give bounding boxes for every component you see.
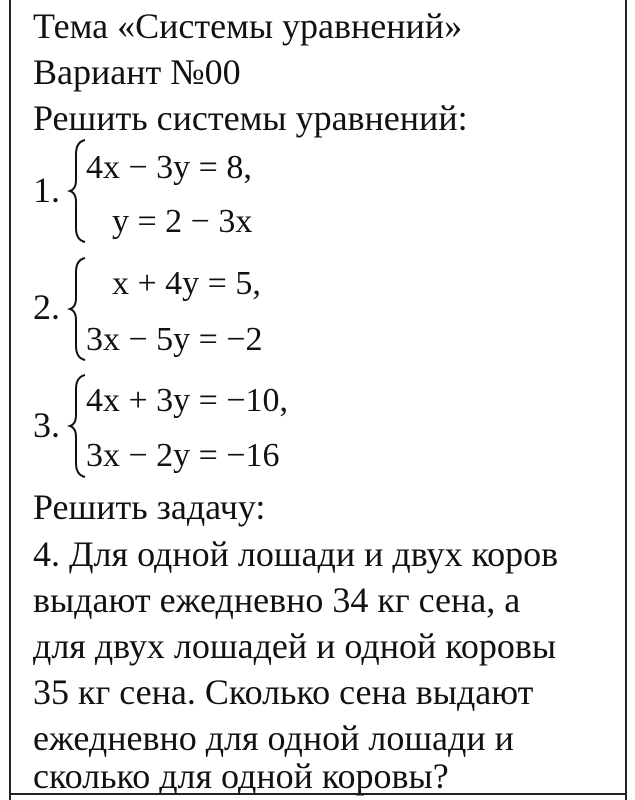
problem-line-6: сколько для одной коровы? xyxy=(33,756,449,796)
system-2-number: 2. xyxy=(33,287,60,327)
problem-instruction: Решить задачу: xyxy=(33,487,266,527)
system-3-brace xyxy=(67,373,87,479)
system-1-equation-1: 4x − 3y = 8, xyxy=(86,149,252,186)
topic-title: Тема «Системы уравнений» xyxy=(33,6,463,46)
system-2-brace xyxy=(67,256,87,362)
system-3-equation-2: 3x − 2y = −16 xyxy=(86,437,280,474)
page-border-left xyxy=(9,0,11,800)
system-1-number: 1. xyxy=(33,170,60,210)
problem-line-1: 4. Для одной лошади и двух коров xyxy=(33,534,559,574)
page-border-right xyxy=(625,0,627,800)
system-3-number: 3. xyxy=(33,405,60,445)
system-2-equation-2: 3x − 5y = −2 xyxy=(86,321,263,358)
problem-line-5: ежедневно для одной лошади и xyxy=(33,718,514,758)
system-2-equation-1: x + 4y = 5, xyxy=(112,265,261,302)
variant-label: Вариант №00 xyxy=(33,52,241,92)
systems-instruction: Решить системы уравнений: xyxy=(33,98,468,138)
system-3-equation-1: 4x + 3y = −10, xyxy=(86,382,289,419)
problem-line-3: для двух лошадей и одной коровы xyxy=(33,626,557,666)
system-1-brace xyxy=(67,138,87,244)
system-1-equation-2: y = 2 − 3x xyxy=(112,203,253,240)
problem-line-2: выдают ежедневно 34 кг сена, а xyxy=(33,580,521,620)
problem-line-4: 35 кг сена. Сколько сена выдают xyxy=(33,672,534,712)
